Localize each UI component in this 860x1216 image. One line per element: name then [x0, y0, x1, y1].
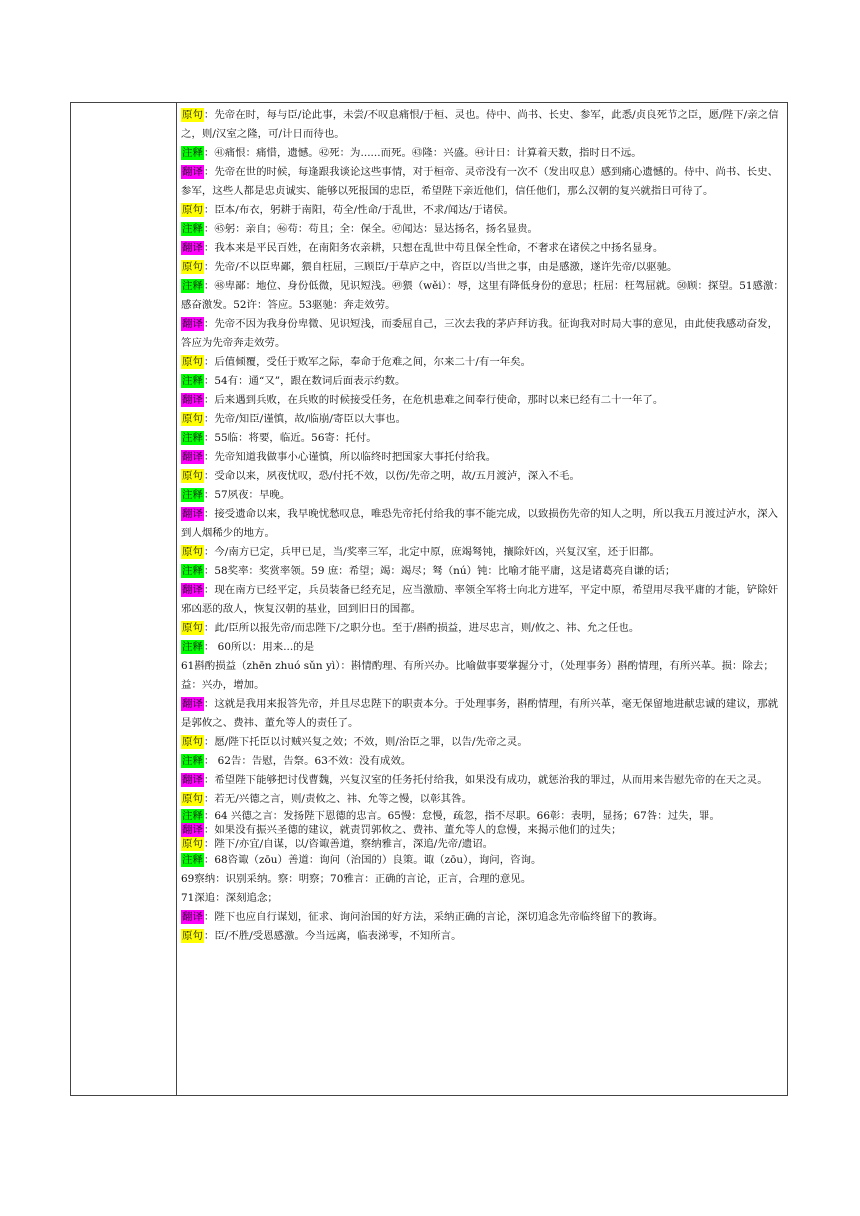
annotation-row	[181, 277, 785, 315]
annotation-row	[181, 809, 785, 823]
translation-label: 翻译	[182, 242, 203, 254]
translation-row	[181, 448, 785, 467]
annotation-label: 注释	[182, 489, 203, 501]
translation-row	[181, 695, 785, 733]
original-sentence-text: ：受命以来，夙夜忧叹，恐/付托不效，以伤/先帝之明，故/五月渡泸，深入不毛。	[203, 470, 580, 482]
original-sentence-label: 原句	[182, 204, 203, 216]
original-sentence-row	[181, 619, 785, 638]
annotation-row	[181, 562, 785, 581]
annotation-row	[181, 372, 785, 391]
translation-label: 翻译	[182, 451, 203, 463]
original-sentence-row	[181, 733, 785, 752]
translation-text: ：先帝知道我做事小心谨慎，所以临终时把国家大事托付给我。	[203, 451, 497, 463]
original-sentence-label: 原句	[182, 622, 203, 634]
annotation-label: 注释	[182, 810, 203, 822]
annotation-label: 注释	[182, 854, 203, 866]
annotation-row	[181, 144, 785, 163]
translation-row	[181, 505, 785, 543]
annotation-text: ：㊺躬：亲自；㊻苟：苟且；全：保全。㊼闻达：显达扬名，扬名显贵。	[203, 223, 538, 235]
original-sentence-text: ：若无/兴德之言，则/责攸之、祎、允等之慢，以彰其咎。	[203, 793, 473, 805]
translation-text: ：先帝不因为我身份卑微、见识短浅，而委屈自己，三次去我的茅庐拜访我。征询我对时局大事的意见，由此使我感动奋发，答应为先帝奔走效劳。	[181, 318, 779, 349]
original-sentence-text: ：今/南方已定，兵甲已足，当/奖率三军，北定中原，庶竭驽钝，攘除奸凶，兴复汉室，还于旧都。	[203, 546, 660, 558]
translation-row	[181, 239, 785, 258]
original-sentence-text: ：后值倾覆，受任于败军之际，奉命于危难之间，尔来二十/有一年矣。	[203, 356, 532, 368]
translation-row	[181, 315, 785, 353]
annotation-row	[181, 851, 785, 870]
original-sentence-text: ：臣/不胜/受恩感激。今当远离，临表涕零，不知所言。	[203, 930, 462, 942]
translation-label: 翻译	[182, 584, 203, 596]
original-sentence-label: 原句	[182, 930, 203, 942]
annotation-label: 注释	[182, 755, 203, 767]
annotation-label: 注释	[182, 641, 203, 653]
annotation-row	[181, 220, 785, 239]
translation-label: 翻译	[182, 508, 203, 520]
annotation-label: 注释	[182, 223, 203, 235]
annotation-row	[181, 638, 785, 657]
original-sentence-row	[181, 353, 785, 372]
annotation-continued-text: 71深追：深刻追念；	[181, 892, 278, 904]
annotation-text: ：㊶痛恨：痛惜，遗憾。㊷死：为......而死。㊸隆：兴盛。㊹计日：计算着天数，指时日不远。	[203, 147, 642, 159]
translation-text: ：这就是我用来报答先帝，并且尽忠陛下的职责本分。于处理事务，斟酌情理，有所兴革，毫无保留地进献忠诚的建议，那就是郭攸之、费祎、董允等人的责任了。	[181, 698, 779, 729]
translation-text: ：希望陛下能够把讨伐曹魏，兴复汉室的任务托付给我，如果没有成功，就惩治我的罪过，从而用来告慰先帝的在天之灵。	[203, 774, 768, 786]
annotation-continued-text: 69察纳：识别采纳。察：明察；70雅言：正确的言论，正言，合理的意见。	[181, 873, 532, 885]
translation-text: ：接受遗命以来，我早晚忧愁叹息，唯恐先帝托付给我的事不能完成，以致损伤先帝的知人之明，所以我五月渡过泸水，深入到人烟稀少的地方。	[181, 508, 779, 539]
original-sentence-label: 原句	[182, 413, 203, 425]
annotation-text: ：57夙夜：早晚。	[203, 489, 291, 501]
annotation-row	[181, 429, 785, 448]
translation-label: 翻译	[182, 166, 203, 178]
annotation-label: 注释	[182, 280, 203, 292]
original-sentence-text: ：臣本/布衣，躬耕于南阳，苟全/性命/于乱世，不求/闻达/于诸侯。	[203, 204, 514, 216]
translation-text: ：如果没有振兴圣德的建议，就责罚郭攸之、费祎、董允等人的怠慢，来揭示他们的过失；	[203, 824, 622, 836]
annotation-text: ：㊽卑鄙：地位、身份低微，见识短浅。㊾猥（wěi）：辱，这里有降低身份的意思；枉屈：枉驾屈就。㊿顾：探望。51感激：感奋激发。52许：答应。53驱驰：奔走效劳。	[181, 280, 784, 311]
translation-row	[181, 771, 785, 790]
original-sentence-text: ：先帝在时，每与臣/论此事，未尝/不叹息痛恨/于桓、灵也。侍中、尚书、长史、参军，此悉/贞良死节之臣，愿/陛下/亲之信之，则/汉室之隆，可/计日而待也。	[181, 109, 779, 140]
translation-text: ：我本来是平民百姓，在南阳务农亲耕，只想在乱世中苟且保全性命，不奢求在诸侯之中扬名显身。	[203, 242, 664, 254]
annotation-continued-row	[181, 870, 785, 889]
document-table	[70, 102, 788, 1096]
original-sentence-text: ：此/臣所以报先帝/而忠陛下/之职分也。至于/斟酌损益，进尽忠言，则/攸之、祎、允之任也。	[203, 622, 640, 634]
original-sentence-label: 原句	[182, 838, 203, 850]
original-sentence-text: ：愿/陛下托臣以讨贼兴复之效；不效，则/治臣之罪，以告/先帝之灵。	[203, 736, 528, 748]
original-sentence-label: 原句	[182, 793, 203, 805]
original-sentence-row	[181, 837, 785, 851]
original-sentence-row	[181, 258, 785, 277]
content-column	[181, 106, 785, 946]
annotation-text: ：68咨诹（zōu）善道：询问（治国的）良策。诹（zōu），询问，咨询。	[203, 854, 542, 866]
translation-label: 翻译	[182, 394, 203, 406]
annotation-row	[181, 486, 785, 505]
annotation-text: ：64 兴德之言：发扬陛下恩德的忠言。65慢：怠慢，疏忽，指不尽职。66彰：表明，显扬；67咎：过失，罪。	[203, 810, 720, 822]
original-sentence-label: 原句	[182, 356, 203, 368]
translation-text: ：后来遇到兵败，在兵败的时候接受任务，在危机患难之间奉行使命，那时以来已经有二十一年了。	[203, 394, 664, 406]
translation-label: 翻译	[182, 698, 203, 710]
translation-label: 翻译	[182, 911, 203, 923]
annotation-continued-row	[181, 657, 785, 695]
original-sentence-label: 原句	[182, 546, 203, 558]
annotation-label: 注释	[182, 432, 203, 444]
translation-text: ：现在南方已经平定，兵员装备已经充足，应当激励、率领全军将士向北方进军，平定中原，希望用尽我平庸的才能，铲除奸邪凶恶的敌人，恢复汉朝的基业，回到旧日的国都。	[181, 584, 779, 615]
translation-row	[181, 823, 785, 837]
original-sentence-row	[181, 467, 785, 486]
annotation-continued-text: 61斟酌损益（zhēn zhuó sǔn yì）：斟情酌理、有所兴办。比喻做事要掌握分寸，（处理事务）斟酌情理，有所兴革。损：除去；益：兴办，增加。	[181, 660, 774, 691]
original-sentence-row	[181, 201, 785, 220]
annotation-continued-row	[181, 889, 785, 908]
translation-label: 翻译	[182, 824, 203, 836]
original-sentence-text: ：先帝/不以臣卑鄙，猥自枉屈，三顾臣/于草庐之中，咨臣以/当世之事，由是感激，遂许先帝/以驱驰。	[203, 261, 678, 273]
translation-row	[181, 581, 785, 619]
annotation-label: 注释	[182, 375, 203, 387]
left-column	[71, 103, 177, 1095]
translation-label: 翻译	[182, 318, 203, 330]
original-sentence-label: 原句	[182, 736, 203, 748]
annotation-row	[181, 752, 785, 771]
annotation-text: ：54有：通“又”，跟在数词后面表示约数。	[203, 375, 406, 387]
original-sentence-label: 原句	[182, 470, 203, 482]
translation-row	[181, 163, 785, 201]
original-sentence-text: ：先帝/知臣/谨慎，故/临崩/寄臣以大事也。	[203, 413, 407, 425]
original-sentence-row	[181, 927, 785, 946]
translation-text: ：陛下也应自行谋划，征求、询问治国的好方法，采纳正确的言论，深切追念先帝临终留下的教诲。	[203, 911, 664, 923]
original-sentence-text: ：陛下/亦宜/自谋，以/咨诹善道，察纳雅言，深追/先帝/遗诏。	[203, 838, 494, 850]
translation-row	[181, 391, 785, 410]
annotation-text: ： 62告：告慰，告祭。63不效：没有成效。	[203, 755, 412, 767]
annotation-label: 注释	[182, 565, 203, 577]
original-sentence-label: 原句	[182, 261, 203, 273]
annotation-text: ：55临：将要，临近。56寄：托付。	[203, 432, 377, 444]
original-sentence-row	[181, 106, 785, 144]
translation-label: 翻译	[182, 774, 203, 786]
original-sentence-row	[181, 410, 785, 429]
original-sentence-row	[181, 543, 785, 562]
translation-text: ：先帝在世的时候，每逢跟我谈论这些事情，对于桓帝、灵帝没有一次不（发出叹息）感到痛心遗憾的。侍中、尚书、长史、参军，这些人都是忠贞诚实、能够以死报国的忠臣，希望陛下亲近他们，信任他们，那么汉朝的复兴就指日可待了。	[181, 166, 779, 197]
annotation-label: 注释	[182, 147, 203, 159]
translation-row	[181, 908, 785, 927]
original-sentence-row	[181, 790, 785, 809]
annotation-text: ： 60所以：用来...的是	[203, 641, 315, 653]
annotation-text: ：58奖率：奖赏率领。59 庶：希望；竭：竭尽；驽（nú）钝：比喻才能平庸，这是诸葛亮自谦的话；	[203, 565, 676, 577]
original-sentence-label: 原句	[182, 109, 203, 121]
